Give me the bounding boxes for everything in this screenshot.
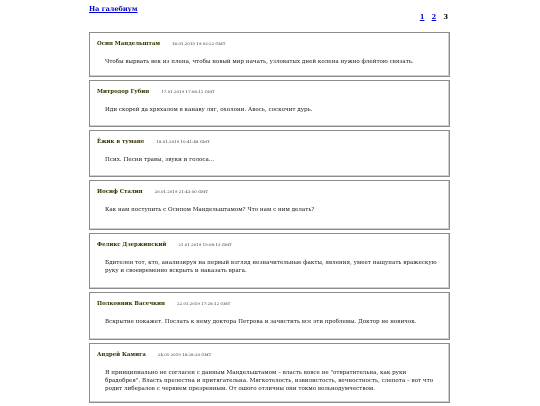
comment-post [89, 32, 450, 77]
comment-text: Как нам поступить с Осипом Мандельштамом? Что нам с ним делать? [105, 207, 315, 213]
comment-text: Вскрытие покажет. Послать к нему доктора Петрова и зачистить все эти проблемы. Доктор не новичок. [105, 319, 417, 325]
comment-date: 20.01.2019 21:43:50 GMT [154, 189, 208, 194]
comment-feed [89, 32, 450, 406]
comment-date: 22.01.2019 17:28:12 GMT [176, 301, 231, 306]
home-link[interactable]: На галебиум [89, 5, 138, 13]
comment-author[interactable]: Иосиф Сталин [97, 189, 143, 195]
comment-date: 21.01.2019 19:08:13 GMT [178, 242, 232, 247]
comment-post [89, 233, 450, 289]
comment-author[interactable]: Митродор Губин [97, 89, 150, 95]
comment-author[interactable]: Феликс Дзержинский [97, 242, 167, 248]
comment-text: Я принципиально не согласен с данным Мандельштамом – власть вовсе не "отвратительна, как руки брадобрея". Власть прелестна и притягательна. Мягкотелость, извилистость, вечностность, слепота – вот что родит либералов с червием презренным. От ошого отличны они токмо вольнодумчеством. [105, 370, 434, 393]
page-current: 3 [443, 13, 448, 21]
comment-date: 18.01.2019 10:41:48 GMT [156, 139, 210, 144]
comment-text: Бдителен тот, кто, анализируя на первый взгляд незначительные факты, явления, умеет нащупать вражескую руку и своевременно вскрыть и наказать врага. [105, 260, 437, 275]
comment-text: Чтобы вырвать век из плена, чтобы новый мир начать, узловатых дней колена нужно флейтою связать. [105, 59, 414, 65]
comment-post [89, 130, 450, 177]
comment-author[interactable]: Андрей Камига [97, 352, 146, 358]
comment-date: 24.01.2019 18:28:20 GMT [157, 352, 212, 357]
comment-text: Псих. Песни травы, звуки и голоса... [105, 157, 215, 163]
comment-post [89, 180, 450, 230]
comment-date: 17.01.2019 17:06:12 GMT [161, 89, 215, 94]
comment-post [89, 80, 450, 127]
comment-author[interactable]: Осип Мандельштам [97, 41, 160, 47]
comment-author[interactable]: Полковник Васечкин [97, 301, 165, 307]
page-link-1[interactable]: 1 [419, 13, 425, 21]
comment-date: 16.01.2019 19:53:22 GMT [172, 41, 226, 46]
pagination [415, 13, 448, 21]
comment-post [89, 292, 450, 340]
comment-author[interactable]: Ёжик в тумане [97, 139, 145, 145]
page-link-2[interactable]: 2 [431, 13, 437, 21]
comment-post [89, 343, 450, 403]
comment-text: Иди скорей да хряхалом в канаву ляг, охолони. Авось, соскочит дурь. [105, 107, 313, 113]
